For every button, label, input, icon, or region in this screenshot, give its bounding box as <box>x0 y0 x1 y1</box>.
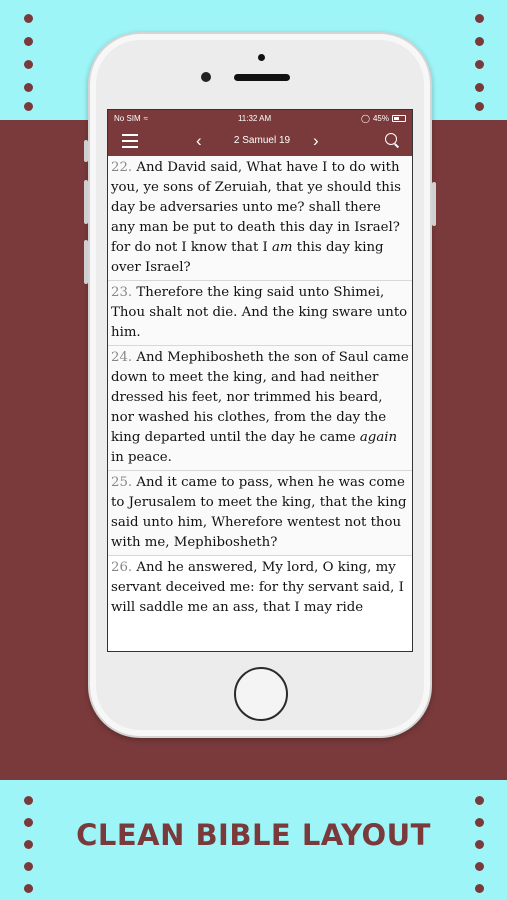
decor-dot <box>475 14 484 23</box>
verse-text: And Mephibosheth the son of Saul came down to meet the king, and had neither dressed his feet, nor trimmed his beard, nor washed his clothes, from the day the king departed until the day he came <box>111 350 409 445</box>
verse-row[interactable] <box>108 281 412 346</box>
volume-up-button <box>84 180 88 224</box>
decor-dot <box>24 884 33 893</box>
home-button[interactable] <box>234 667 288 721</box>
front-camera <box>201 72 211 82</box>
decor-dot <box>24 83 33 92</box>
clock: 11:32 AM <box>237 113 272 123</box>
verse-text-tail: in peace. <box>111 450 172 465</box>
decor-dot <box>475 884 484 893</box>
tagline: CLEAN BIBLE LAYOUT <box>76 818 431 852</box>
carrier-label: No SIM <box>114 113 141 123</box>
chevron-right-icon[interactable]: › <box>313 131 319 150</box>
decor-dot <box>24 102 33 111</box>
verse-list <box>108 156 412 620</box>
decor-dot <box>475 102 484 111</box>
front-sensor <box>258 54 265 61</box>
decor-dot <box>24 60 33 69</box>
decor-dot <box>475 862 484 871</box>
decor-dot <box>24 862 33 871</box>
decor-dot <box>475 83 484 92</box>
verse-row[interactable] <box>108 156 412 281</box>
verse-number: 22. <box>111 160 133 175</box>
verse-number: 23. <box>111 285 133 300</box>
battery-icon <box>392 115 406 122</box>
power-button <box>432 182 436 226</box>
verse-text-tail: this day king over Israel? <box>111 240 384 275</box>
menu-icon[interactable] <box>122 134 138 148</box>
earpiece-speaker <box>234 74 290 81</box>
decor-dot <box>24 796 33 805</box>
verse-text: Therefore the king said unto Shimei, Thou shalt not die. And the king sware unto him. <box>111 285 408 340</box>
verse-row[interactable] <box>108 556 412 620</box>
wifi-icon: ≈ <box>143 113 149 123</box>
verse-number: 26. <box>111 560 133 575</box>
mute-switch <box>84 140 88 162</box>
verse-row[interactable] <box>108 471 412 556</box>
status-bar <box>108 110 412 126</box>
verse-italic: am <box>272 240 293 255</box>
verse-number: 24. <box>111 350 133 365</box>
decor-dot <box>475 796 484 805</box>
decor-dot <box>24 14 33 23</box>
verse-number: 25. <box>111 475 133 490</box>
decor-dot <box>475 60 484 69</box>
navigation-bar <box>108 126 412 156</box>
chevron-left-icon[interactable]: ‹ <box>196 131 202 150</box>
verse-row[interactable] <box>108 346 412 471</box>
verse-text: And David said, What have I to do with you, ye sons of Zeruiah, that ye should this day be adversaries unto me? shall there any man be put to death this day in Israel? for do not I know that I <box>111 160 401 255</box>
verse-text: And he answered, My lord, O king, my servant deceived me: for thy servant said, I will saddle me an ass, that I may ride <box>111 560 404 615</box>
search-icon[interactable] <box>385 133 397 145</box>
verse-text: And it came to pass, when he was come to Jerusalem to meet the king, that the king said unto him, Wherefore wentest not thou with me, Mephibosheth? <box>111 475 407 550</box>
lock-rotation-icon: ◯ <box>361 113 370 123</box>
volume-down-button <box>84 240 88 284</box>
decor-dot <box>475 37 484 46</box>
battery-percent: 45% <box>372 113 389 123</box>
verse-italic: again <box>359 430 398 445</box>
decor-dot <box>24 37 33 46</box>
app-screen <box>107 109 413 652</box>
chapter-title[interactable]: 2 Samuel 19 <box>233 135 291 146</box>
